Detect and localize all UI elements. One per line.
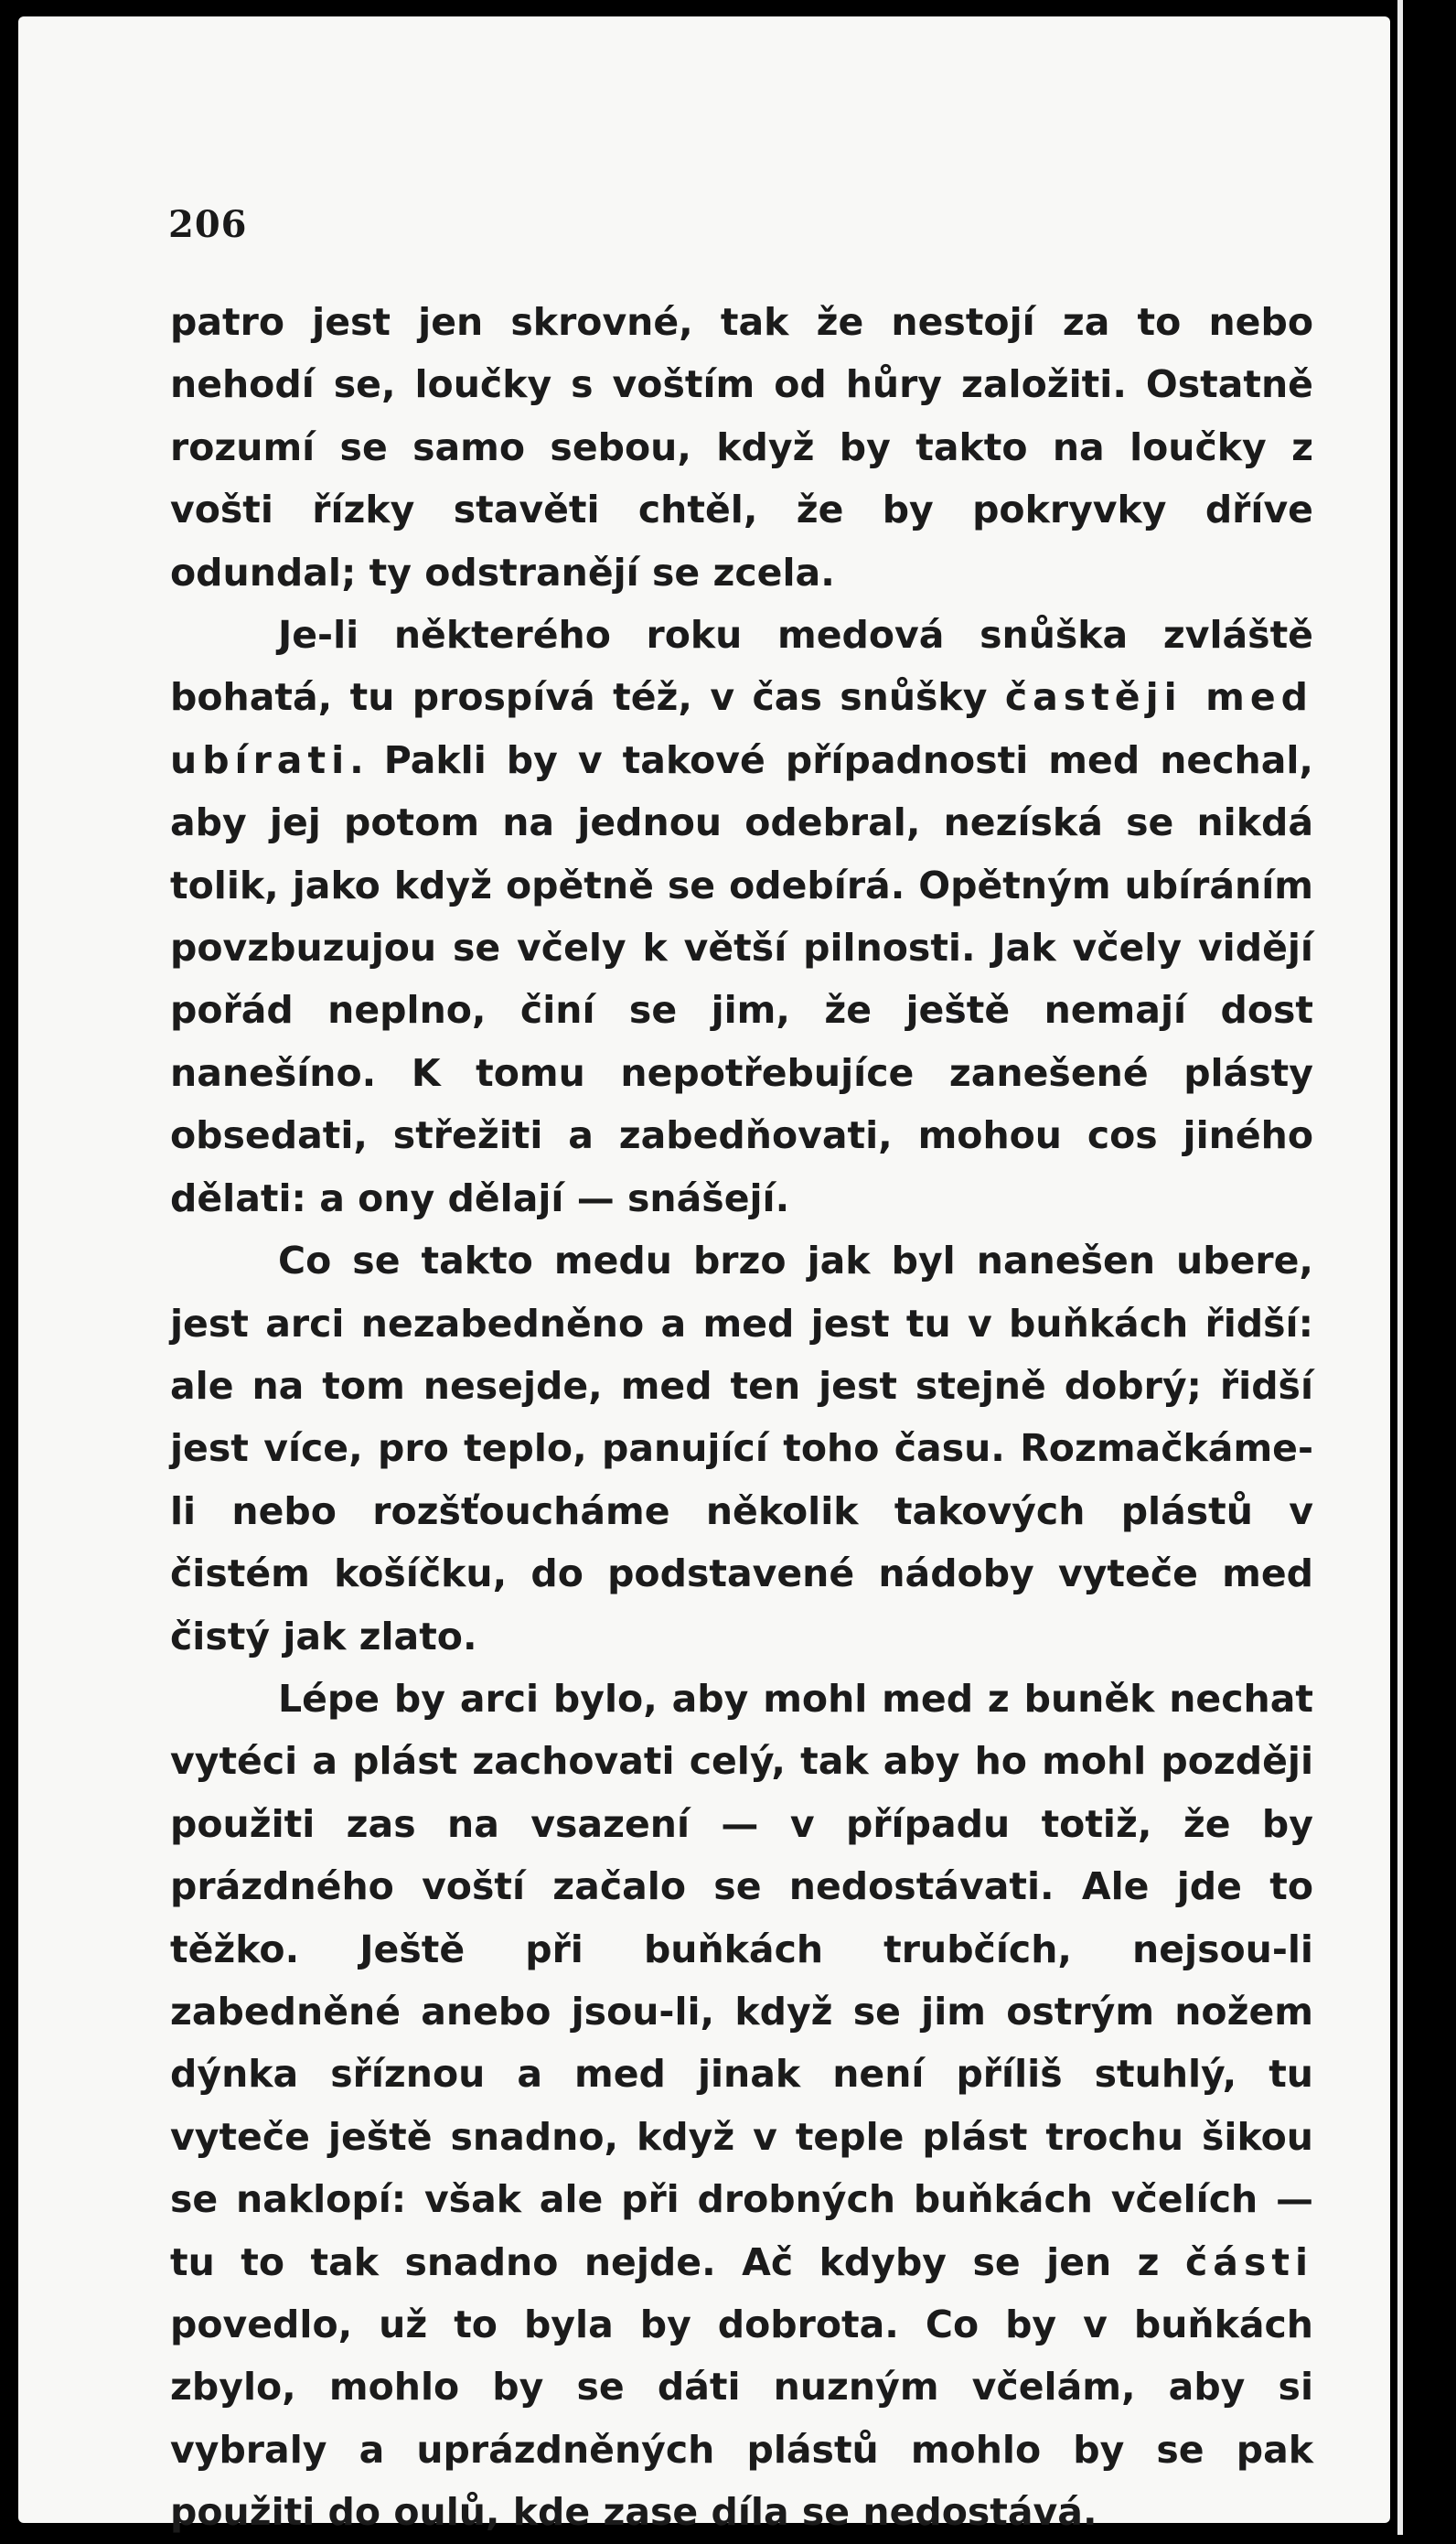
scan-right-border bbox=[1419, 0, 1456, 2535]
body-text bbox=[170, 291, 1313, 2544]
page-number: 206 bbox=[168, 203, 248, 246]
paragraph-1 bbox=[170, 291, 1313, 604]
paragraph-3-text: Co se takto medu brzo jak byl nanešen ubere, jest arci nezabedněno a med jest tu v buňkách řidší: ale na tom nesejde, med ten jest stejně dobrý; řidší jest více, pro teplo, panující toho času. Rozmačkáme-li nebo rozšťoucháme několik takových plástů v čistém košíčku, do podstavené nádoby vyteče med čistý jak zlato. bbox=[170, 1239, 1313, 1658]
paragraph-2-text-a: Je-li některého roku medová snůška zvláště bohatá, tu prospívá též, v čas snůšky bbox=[170, 613, 1313, 720]
paragraph-3 bbox=[170, 1229, 1313, 1668]
paragraph-4-text-a: Lépe by arci bylo, aby mohl med z buněk nechat vytéci a plást zachovati celý, tak aby ho mohl později použiti zas na vsazení — v případu totiž, že by prázdného voští začalo se nedostávati. Ale jde to těžko. Ještě při buňkách trubčích, nejsou-li zabedněné anebo jsou-li, když se jim ostrým nožem dýnka sříznou a med jinak není příliš stuhlý, tu vyteče ještě snadno, když v teple plást trochu šikou se naklopí: však ale při drobných buňkách včelích — tu to tak snadno nejde. Ač kdyby se jen z bbox=[170, 1676, 1313, 2284]
paragraph-2 bbox=[170, 604, 1313, 1229]
spaced-emphasis: častěji med ubírati bbox=[170, 675, 1313, 782]
spaced-emphasis: části bbox=[1184, 2239, 1313, 2284]
paragraph-1-text: patro jest jen skrovné, tak že nestojí za to nebo nehodí se, loučky s voštím od hůry založiti. Ostatně rozumí se samo sebou, když by takto na loučky z vošti řízky stavěti chtěl, že by pokryvky dříve odundal; ty odstranějí se zcela. bbox=[170, 300, 1313, 595]
paragraph-2-text-b: . Pakli by v takové případnosti med nechal, aby jej potom na jednou odebral, nezíská se nikdá tolik, jako když opětně se odebírá. Opětným ubíráním povzbuzujou se včely k větší pilnosti. Jak včely vidějí pořád neplno, činí se jim, že ještě nemají dost nanešíno. K tomu nepotřebujíce zanešené plásty obsedati, střežiti a zabedňovati, mohou cos jiného dělati: a ony dělají — snášejí. bbox=[170, 737, 1313, 1220]
paragraph-4-text-b: povedlo, už to byla by dobrota. Co by v buňkách zbylo, mohlo by se dáti nuzným včelám, aby si vybraly a uprázdněných plástů mohlo by se pak použiti do oulů, kde zase díla se nedostává. bbox=[170, 2302, 1313, 2535]
paragraph-4 bbox=[170, 1668, 1313, 2544]
page-edge-line bbox=[1397, 0, 1403, 2535]
